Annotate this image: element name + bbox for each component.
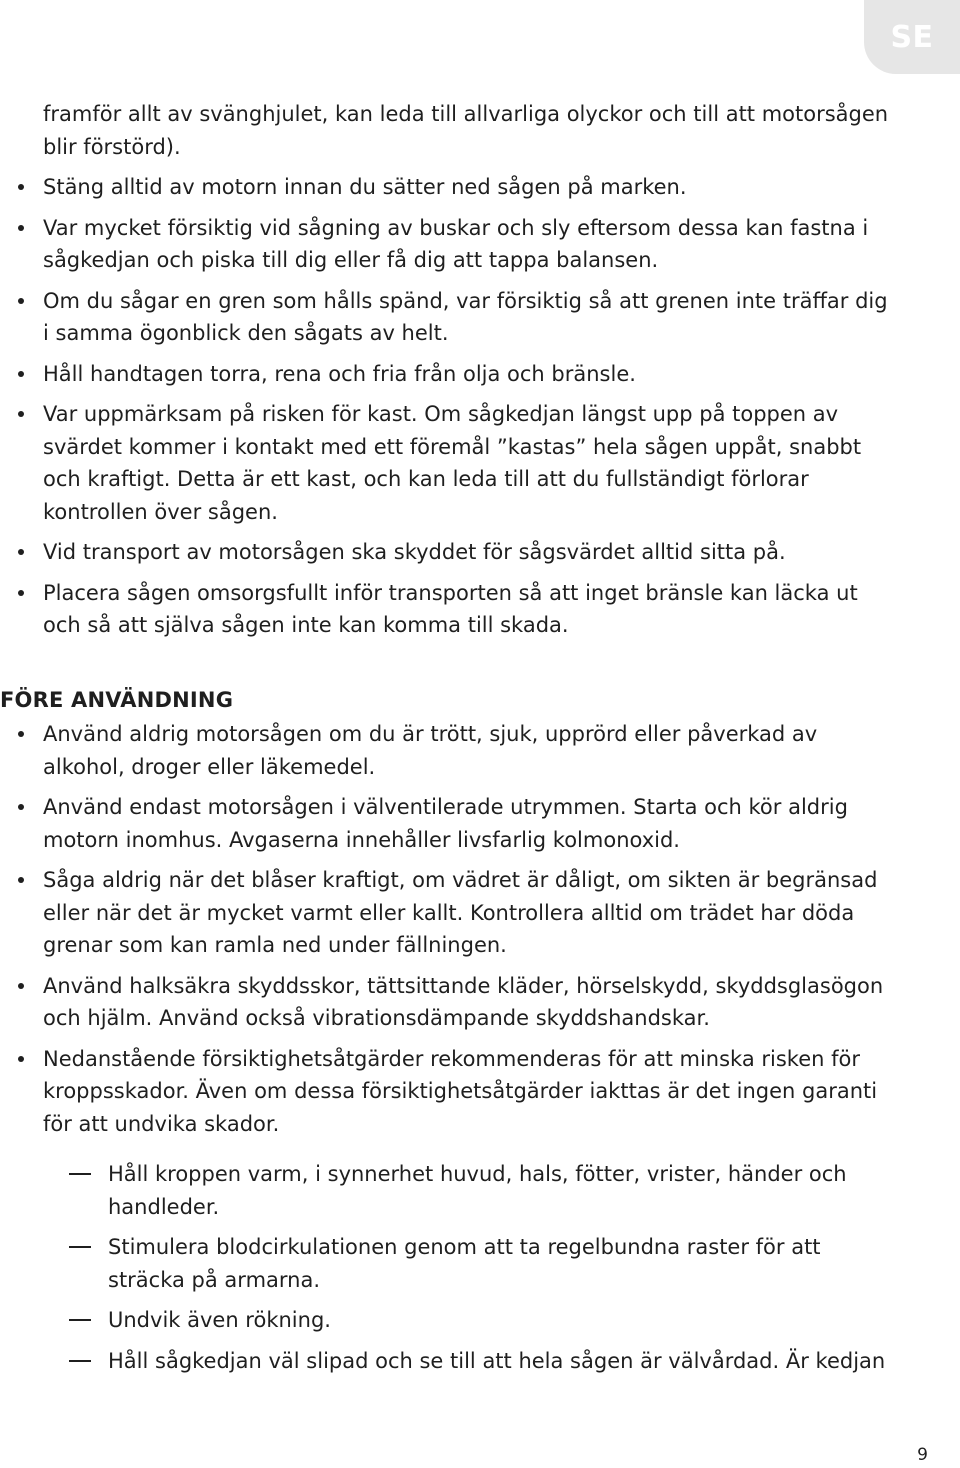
list-item: [0, 358, 900, 391]
list-item-text: Nedanstående försiktighetsåtgärder rekommenderas för att minska risken för kroppsskador. Även om dessa försiktighetsåtgärder iakttas är det ingen garanti för att undvika skador.: [43, 1046, 878, 1136]
list-item: [0, 285, 900, 350]
language-tab: [864, 0, 960, 74]
bullet-icon: [18, 549, 24, 555]
list-item-text: Vid transport av motorsågen ska skyddet för sågsvärdet alltid sitta på.: [43, 540, 786, 564]
list-item: [0, 1231, 900, 1296]
list-item: [0, 791, 900, 856]
list-item-text: Såga aldrig när det blåser kraftigt, om vädret är dåligt, om sikten är begränsad eller när det är mycket varmt eller kallt. Kontrollera alltid om trädet har döda grenar som kan ramla ned under fällningen.: [43, 868, 878, 957]
safety-bullet-list: [0, 171, 900, 642]
list-item: [0, 1043, 900, 1141]
list-item: [0, 577, 900, 642]
page-number: 9: [917, 1445, 928, 1465]
bullet-icon: [18, 225, 24, 231]
list-item-text: Använd endast motorsågen i välventilerade utrymmen. Starta och kör aldrig motorn inomhus. Avgaserna innehåller livsfarlig kolmonoxid.: [43, 795, 848, 852]
intro-continuation: framför allt av svänghjulet, kan leda till allvarliga olyckor och till att motorsågen blir förstörd).: [43, 102, 889, 159]
list-item-text: Använd aldrig motorsågen om du är trött, sjuk, upprörd eller påverkad av alkohol, droger eller läkemedel.: [43, 722, 818, 779]
list-item-text: Håll kroppen varm, i synnerhet huvud, hals, fötter, vrister, händer och handleder.: [108, 1162, 847, 1219]
list-item-text: Använd halksäkra skyddsskor, tättsittande kläder, hörselskydd, skyddsglasögon och hjälm. Använd också vibrationsdämpande skyddshandskar.: [43, 973, 884, 1030]
list-item: [0, 970, 900, 1035]
bullet-icon: [18, 184, 24, 190]
list-item-text: Håll sågkedjan väl slipad och se till att hela sågen är välvårdad. Är kedjan: [108, 1348, 886, 1373]
bullet-icon: [18, 731, 24, 737]
before-use-bullet-list: [0, 718, 900, 1140]
list-item-text: Var mycket försiktig vid sågning av buskar och sly eftersom dessa kan fastna i sågkedjan och piska till dig eller få dig att tappa balansen.: [43, 215, 869, 272]
language-label: SE: [890, 19, 934, 55]
list-item: [0, 1158, 900, 1223]
section-heading-before-use: FÖRE ANVÄNDNING: [0, 687, 234, 712]
bullet-icon: [18, 371, 24, 377]
list-item: [0, 171, 900, 204]
list-item: [0, 536, 900, 569]
bullet-icon: [18, 877, 24, 883]
page-content: [0, 98, 900, 1385]
list-item-text: Om du sågar en gren som hålls spänd, var försiktig så att grenen inte träffar dig i samma ögonblick den sågats av helt.: [43, 288, 888, 345]
list-item: [0, 864, 900, 962]
list-item-text: Placera sågen omsorgsfullt inför transporten så att inget bränsle kan läcka ut och så att själva sågen inte kan komma till skada.: [43, 580, 858, 637]
list-item: [0, 212, 900, 277]
list-item: [0, 1345, 900, 1378]
list-item-text: Stäng alltid av motorn innan du sätter ned sågen på marken.: [43, 175, 687, 199]
list-item: [0, 718, 900, 783]
dash-icon: [69, 1319, 91, 1321]
list-item-text: Stimulera blodcirkulationen genom att ta regelbundna raster för att sträcka på armarna.: [108, 1235, 821, 1292]
list-item: [0, 398, 900, 528]
list-item-text: Undvik även rökning.: [108, 1308, 331, 1332]
list-item-text: Håll handtagen torra, rena och fria från olja och bränsle.: [43, 361, 636, 386]
bullet-icon: [18, 298, 24, 304]
bullet-icon: [18, 590, 24, 596]
bullet-icon: [18, 1056, 24, 1062]
precaution-dash-list: [0, 1158, 900, 1377]
dash-icon: [69, 1360, 91, 1362]
list-item-text: Var uppmärksam på risken för kast. Om sågkedjan längst upp på toppen av svärdet kommer i kontakt med ett föremål ”kastas” hela sågen uppåt, snabbt och kraftigt. Detta är ett kast, och kan leda till att du fullständigt förlorar kontrollen över sågen.: [43, 402, 862, 524]
bullet-icon: [18, 411, 24, 417]
list-item: [0, 1304, 900, 1337]
bullet-icon: [18, 804, 24, 810]
dash-icon: [69, 1173, 91, 1175]
bullet-icon: [18, 983, 24, 989]
dash-icon: [69, 1246, 91, 1248]
